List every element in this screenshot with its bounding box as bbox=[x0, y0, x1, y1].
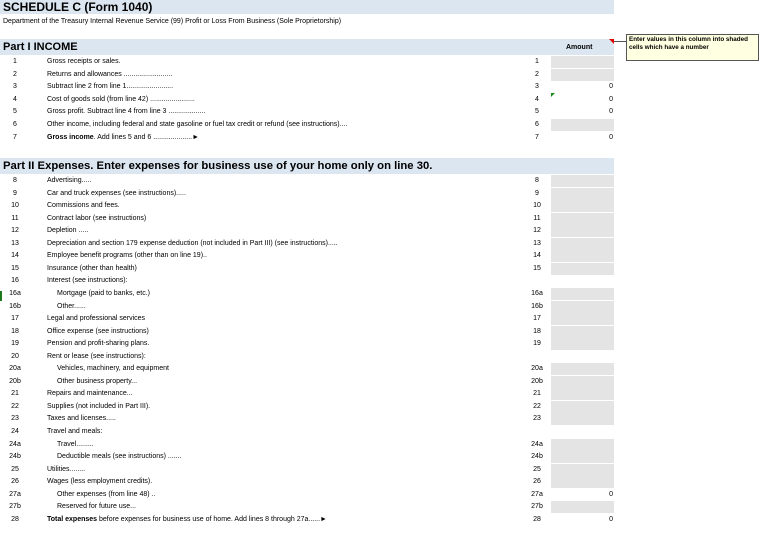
line-description: Wages (less employment credits). bbox=[47, 478, 153, 486]
table-row bbox=[0, 464, 614, 477]
table-row bbox=[0, 81, 614, 94]
line-number: 5 bbox=[13, 108, 17, 116]
line-description: Vehicles, machinery, and equipment bbox=[57, 365, 169, 373]
amount-input[interactable] bbox=[551, 476, 614, 488]
amount-input[interactable] bbox=[551, 464, 614, 476]
table-row bbox=[0, 94, 614, 107]
line-reference: 21 bbox=[533, 390, 541, 398]
line-number: 20b bbox=[9, 377, 21, 385]
line-number: 1 bbox=[13, 58, 17, 65]
line-description: Office expense (see instructions) bbox=[47, 327, 149, 335]
line-number: 4 bbox=[13, 95, 17, 103]
line-description: Other expenses (from line 48) .. bbox=[57, 490, 156, 498]
line-description: Total expenses before expenses for business use of home. Add lines 8 through 27a......► bbox=[47, 515, 327, 523]
line-description: Pension and profit-sharing plans. bbox=[47, 340, 150, 348]
instruction-note-text: Enter values in this column into shaded cells which have a number bbox=[629, 36, 748, 51]
table-row bbox=[0, 363, 614, 376]
amount-input[interactable] bbox=[551, 250, 614, 262]
amount-input[interactable] bbox=[551, 56, 614, 68]
line-number: 16a bbox=[9, 289, 21, 297]
line-reference: 25 bbox=[533, 465, 541, 473]
amount-input[interactable] bbox=[551, 326, 614, 338]
amount-column-header: Amount bbox=[566, 44, 593, 51]
part1-title: Part I INCOME bbox=[3, 41, 78, 53]
table-row bbox=[0, 175, 614, 188]
line-reference: 23 bbox=[533, 415, 541, 423]
table-row bbox=[0, 426, 614, 439]
table-row bbox=[0, 263, 614, 276]
amount-input[interactable] bbox=[551, 213, 614, 225]
line-description: Insurance (other than health) bbox=[47, 264, 137, 272]
line-number: 20a bbox=[9, 365, 21, 373]
amount-value: 0 bbox=[609, 108, 613, 116]
table-row bbox=[0, 401, 614, 414]
line-number: 26 bbox=[11, 478, 19, 486]
line-reference: 13 bbox=[533, 239, 541, 247]
line-reference: 22 bbox=[533, 402, 541, 410]
line-number: 8 bbox=[13, 177, 17, 184]
amount-input[interactable] bbox=[551, 188, 614, 200]
table-row bbox=[0, 119, 614, 132]
amount-input[interactable] bbox=[551, 175, 614, 187]
line-description: Rent or lease (see instructions): bbox=[47, 352, 146, 360]
line-description: Subtract line 2 from line 1........................ bbox=[47, 83, 174, 91]
line-reference: 7 bbox=[535, 133, 539, 141]
table-row bbox=[0, 439, 614, 452]
part1-header bbox=[0, 39, 614, 55]
part2-title: Part II Expenses. Enter expenses for business use of your home only on line 30. bbox=[3, 160, 433, 172]
line-number: 6 bbox=[13, 121, 17, 128]
line-description: Contract labor (see instructions) bbox=[47, 214, 147, 222]
line-reference: 3 bbox=[535, 83, 539, 91]
table-row bbox=[0, 250, 614, 263]
line-description: Other income, including federal and state gasoline or fuel tax credit or refund (see instructions).... bbox=[47, 121, 348, 128]
line-description: Commissions and fees. bbox=[47, 202, 120, 210]
line-description: Taxes and licenses..... bbox=[47, 415, 116, 423]
line-number: 27b bbox=[9, 503, 21, 511]
line-number: 24a bbox=[9, 440, 21, 448]
line-reference: 4 bbox=[535, 95, 539, 103]
table-row bbox=[0, 351, 614, 364]
line-description: Deductible meals (see instructions) ....... bbox=[57, 453, 182, 461]
table-row bbox=[0, 388, 614, 401]
line-reference: 16b bbox=[531, 302, 543, 310]
line-number: 23 bbox=[11, 415, 19, 423]
line-number: 24b bbox=[9, 453, 21, 461]
line-reference: 8 bbox=[535, 177, 539, 184]
line-number: 27a bbox=[9, 490, 21, 498]
amount-input[interactable] bbox=[551, 413, 614, 425]
line-reference: 2 bbox=[535, 70, 539, 78]
table-row bbox=[0, 376, 614, 389]
line-description: Supplies (not included in Part III). bbox=[47, 402, 151, 410]
line-reference: 24a bbox=[531, 440, 543, 448]
amount-input[interactable] bbox=[551, 376, 614, 388]
line-number: 19 bbox=[11, 340, 19, 348]
amount-value: 0 bbox=[609, 133, 613, 141]
line-description: Depreciation and section 179 expense deduction (not included in Part III) (see instructions)..... bbox=[47, 239, 338, 247]
amount-input[interactable] bbox=[551, 363, 614, 375]
line-description: Employee benefit programs (other than on line 19).. bbox=[47, 252, 207, 260]
comment-connector bbox=[614, 41, 626, 42]
line-number: 2 bbox=[13, 70, 17, 78]
line-reference: 5 bbox=[535, 108, 539, 116]
table-row bbox=[0, 489, 614, 502]
table-row bbox=[0, 225, 614, 238]
line-description: Other...... bbox=[57, 302, 86, 310]
line-reference: 24b bbox=[531, 453, 543, 461]
table-row bbox=[0, 413, 614, 426]
line-description: Repairs and maintenance... bbox=[47, 390, 133, 398]
line-number: 9 bbox=[13, 189, 17, 197]
amount-value: 0 bbox=[609, 95, 613, 103]
line-description: Interest (see instructions): bbox=[47, 277, 128, 285]
table-row bbox=[0, 275, 614, 288]
line-description: Car and truck expenses (see instructions)..... bbox=[47, 189, 186, 197]
line-number: 14 bbox=[11, 252, 19, 260]
line-description: Cost of goods sold (from line 42) ....................... bbox=[47, 95, 195, 103]
amount-input[interactable] bbox=[551, 301, 614, 313]
line-reference: 14 bbox=[533, 252, 541, 260]
line-description: Advertising..... bbox=[47, 177, 92, 184]
amount-input[interactable] bbox=[551, 69, 614, 81]
line-description: Legal and professional services bbox=[47, 315, 146, 323]
error-indicator-icon bbox=[551, 93, 555, 97]
table-row bbox=[0, 288, 614, 301]
amount-input[interactable] bbox=[551, 288, 614, 300]
line-reference: 10 bbox=[533, 202, 541, 210]
line-number: 18 bbox=[11, 327, 19, 335]
table-row bbox=[0, 188, 614, 201]
amount-input[interactable] bbox=[551, 263, 614, 275]
line-description: Other business property... bbox=[57, 377, 138, 385]
line-description-bold: Total expenses bbox=[47, 515, 98, 523]
amount-value: 0 bbox=[609, 490, 613, 498]
line-description: Travel......... bbox=[57, 440, 94, 448]
table-row bbox=[0, 514, 614, 527]
amount-value: 0 bbox=[609, 83, 613, 91]
line-reference: 20a bbox=[531, 365, 543, 373]
line-number: 13 bbox=[11, 239, 19, 247]
line-number: 16b bbox=[9, 302, 21, 310]
line-reference: 26 bbox=[533, 478, 541, 486]
amount-input[interactable] bbox=[551, 119, 614, 131]
row-selection-marker bbox=[0, 291, 2, 301]
table-row bbox=[0, 132, 614, 145]
line-description: Gross income. Add lines 5 and 6 ....................► bbox=[47, 133, 200, 141]
table-row bbox=[0, 213, 614, 226]
line-number: 3 bbox=[13, 83, 17, 91]
instruction-note bbox=[626, 34, 759, 61]
amount-value: 0 bbox=[609, 515, 613, 523]
line-reference: 16a bbox=[531, 289, 543, 297]
amount-input[interactable] bbox=[551, 388, 614, 400]
table-row bbox=[0, 69, 614, 82]
line-number: 20 bbox=[11, 352, 19, 360]
table-row bbox=[0, 476, 614, 489]
line-number: 11 bbox=[11, 214, 19, 222]
amount-input[interactable] bbox=[551, 401, 614, 413]
table-row bbox=[0, 200, 614, 213]
line-reference: 28 bbox=[533, 515, 541, 523]
line-reference: 9 bbox=[535, 189, 539, 197]
line-description: Depletion ..... bbox=[47, 227, 89, 235]
form-title: SCHEDULE C (Form 1040) bbox=[0, 0, 614, 14]
table-row bbox=[0, 501, 614, 514]
table-row bbox=[0, 326, 614, 339]
line-reference: 27a bbox=[531, 490, 543, 498]
part2-header bbox=[0, 158, 614, 174]
line-description-bold: Gross income bbox=[47, 133, 94, 141]
amount-input[interactable] bbox=[551, 225, 614, 237]
line-description: Returns and allowances ......................... bbox=[47, 70, 173, 78]
line-number: 24 bbox=[11, 428, 19, 435]
amount-input[interactable] bbox=[551, 439, 614, 451]
line-reference: 15 bbox=[533, 264, 541, 272]
amount-input[interactable] bbox=[551, 501, 614, 513]
amount-input[interactable] bbox=[551, 451, 614, 463]
line-reference: 11 bbox=[533, 214, 541, 222]
form-subtitle: Department of the Treasury Internal Revenue Service (99) Profit or Loss From Business (Sole Proprietorship) bbox=[3, 18, 342, 25]
line-reference: 18 bbox=[533, 327, 541, 335]
line-description: Gross receipts or sales. bbox=[47, 58, 121, 65]
line-description: Utilities........ bbox=[47, 465, 86, 473]
line-number: 10 bbox=[11, 202, 19, 210]
line-reference: 27b bbox=[531, 503, 543, 511]
line-reference: 1 bbox=[535, 58, 539, 65]
line-reference: 12 bbox=[533, 227, 541, 235]
line-number: 16 bbox=[11, 277, 19, 285]
line-number: 28 bbox=[11, 515, 19, 523]
line-description: Gross profit. Subtract line 4 from line 3 ................... bbox=[47, 108, 206, 116]
line-description: Reserved for future use... bbox=[57, 503, 136, 511]
line-number: 17 bbox=[11, 315, 19, 323]
line-reference: 17 bbox=[533, 315, 541, 323]
line-reference: 6 bbox=[535, 121, 539, 128]
line-reference: 20b bbox=[531, 377, 543, 385]
line-number: 12 bbox=[11, 227, 19, 235]
line-number: 22 bbox=[11, 402, 19, 410]
line-description: Mortgage (paid to banks, etc.) bbox=[57, 289, 150, 297]
table-row bbox=[0, 451, 614, 464]
line-number: 7 bbox=[13, 133, 17, 141]
line-number: 21 bbox=[11, 390, 19, 398]
table-row bbox=[0, 238, 614, 251]
amount-input[interactable] bbox=[551, 338, 614, 350]
line-number: 15 bbox=[11, 264, 19, 272]
table-row bbox=[0, 313, 614, 326]
amount-input[interactable] bbox=[551, 200, 614, 212]
line-reference: 19 bbox=[533, 340, 541, 348]
line-number: 25 bbox=[11, 465, 19, 473]
amount-input[interactable] bbox=[551, 238, 614, 250]
table-row bbox=[0, 56, 614, 69]
table-row bbox=[0, 301, 614, 314]
table-row bbox=[0, 106, 614, 119]
table-row bbox=[0, 338, 614, 351]
line-description: Travel and meals: bbox=[47, 428, 103, 435]
amount-input[interactable] bbox=[551, 313, 614, 325]
